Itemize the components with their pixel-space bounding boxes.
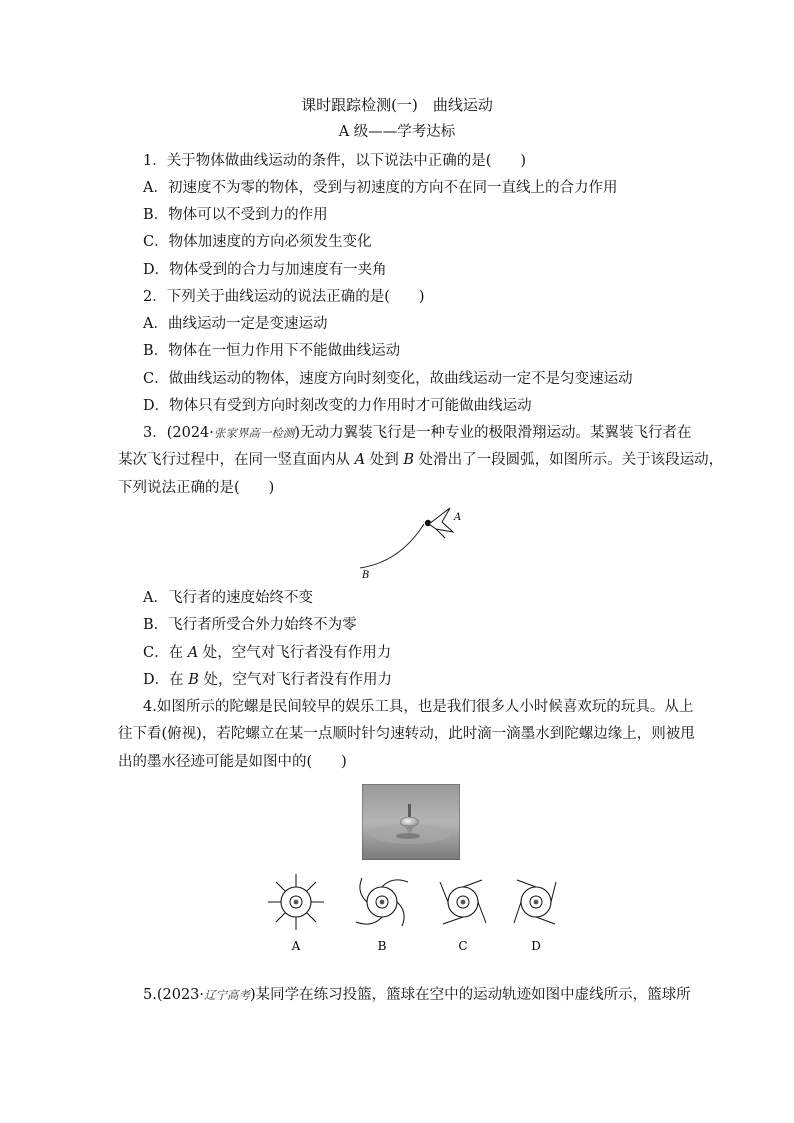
q2-option-d: D．物体只有受到方向时刻改变的力作用时才可能做曲线运动 xyxy=(143,398,532,414)
top-shadow xyxy=(396,833,420,839)
choice-label-d: D xyxy=(531,939,541,953)
q2-option-a: A．曲线运动一定是变速运动 xyxy=(143,316,328,332)
page-title: 课时跟踪检测(一) 曲线运动 xyxy=(301,96,493,114)
section-subtitle: A 级——学考达标 xyxy=(338,124,456,140)
q1-option-d: D．物体受到的合力与加速度有一夹角 xyxy=(143,262,387,278)
q1-option-c: C．物体加速度的方向必须发生变化 xyxy=(143,234,372,250)
q3-source: 张家界高一检测 xyxy=(213,426,295,440)
q4-line-2: 往下看(俯视)，若陀螺立在某一点顺时针匀速转动，此时滴一滴墨水到陀螺边缘上，则被甩 xyxy=(118,726,695,742)
fig-label-b: B xyxy=(362,570,370,581)
spinning-top-photo xyxy=(362,784,460,860)
choice-label-b: B xyxy=(377,939,387,953)
q3-option-b: B．飞行者所受合外力始终不为零 xyxy=(143,617,357,633)
choice-label-c: C xyxy=(458,939,468,953)
q3-option-c: C．在 A 处，空气对飞行者没有作用力 xyxy=(143,645,392,661)
q3-line-2: 某次飞行过程中，在同一竖直面内从 A 处到 B 处滑出了一段圆弧，如图所示。关于该段运动， xyxy=(118,452,724,468)
q2-option-b: B．物体在一恒力作用下不能做曲线运动 xyxy=(143,343,401,359)
choice-a-radial-icon xyxy=(268,874,324,930)
q2-option-c: C．做曲线运动的物体，速度方向时刻变化，故曲线运动一定不是匀变速运动 xyxy=(143,371,633,387)
q3-option-a: A．飞行者的速度始终不变 xyxy=(143,590,313,606)
choice-c-tangent-icon xyxy=(440,880,486,924)
q5-line-1: 5.(2023·辽宁高考)某同学在练习投篮，篮球在空中的运动轨迹如图中虚线所示，篮球所 xyxy=(143,987,691,1003)
q2-stem: 2．下列关于曲线运动的说法正确的是( ) xyxy=(143,289,425,305)
flight-arc xyxy=(360,524,424,568)
q1-option-b: B．物体可以不受到力的作用 xyxy=(143,207,328,223)
q4-line-3: 出的墨水径迹可能是如图中的( ) xyxy=(118,754,347,770)
q3-line-3: 下列说法正确的是( ) xyxy=(118,480,275,496)
choice-label-a: A xyxy=(291,939,301,953)
q3-option-d: D．在 B 处，空气对飞行者没有作用力 xyxy=(143,672,393,688)
q3-line-1: 3．(2024·张家界高一检测)无动力翼装飞行是一种专业的极限滑翔运动。某翼装飞行者在 xyxy=(143,425,692,441)
fig-label-a: A xyxy=(454,512,462,523)
q4-line-1: 4.如图所示的陀螺是民间较早的娱乐工具，也是我们很多人小时候喜欢玩的玩具。从上 xyxy=(143,699,694,715)
q1-option-a: A．初速度不为零的物体，受到与初速度的方向不在同一直线上的合力作用 xyxy=(143,180,618,196)
choice-d-tangent-icon xyxy=(514,880,556,924)
wingsuit-flyer-icon xyxy=(429,508,453,532)
q3-flight-arc-figure xyxy=(350,502,480,588)
q1-stem: 1．关于物体做曲线运动的条件，以下说法中正确的是( ) xyxy=(143,153,527,169)
ink-trajectory-choices xyxy=(258,868,558,960)
q5-source: 辽宁高考 xyxy=(204,988,251,1002)
choice-b-spiral-icon xyxy=(356,878,408,926)
